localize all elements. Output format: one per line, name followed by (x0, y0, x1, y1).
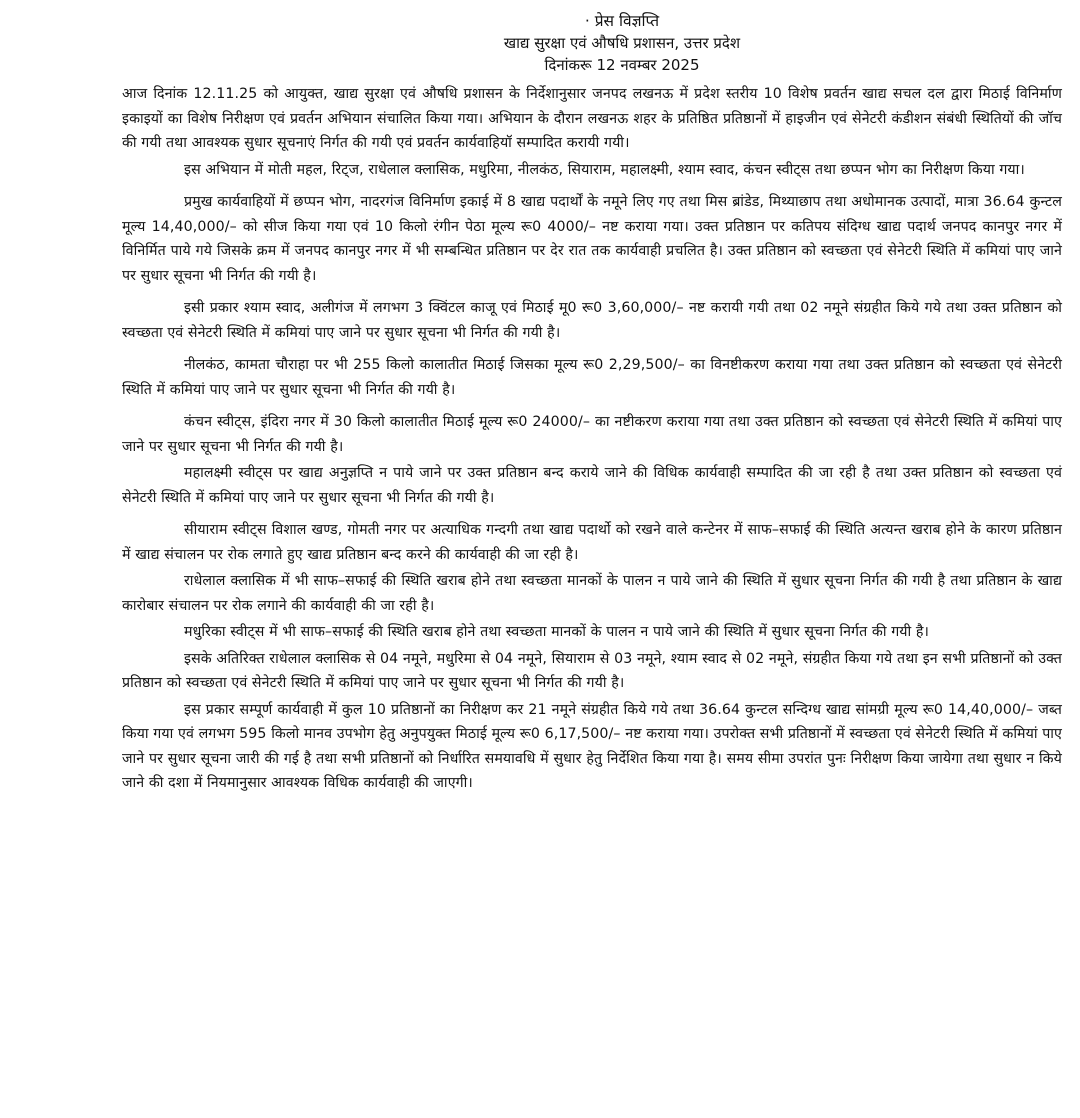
paragraph-kanchan-sweets: कंचन स्वीट्स, इंदिरा नगर में 30 किलो कालातीत मिठाई मूल्य रू0 24000/– का नष्टीकरण कराया गया तथा उक्त प्रतिष्ठान को स्वच्छता एवं सेनेटरी स्थिति में कमियां पाए जाने पर सुधार सूचना भी निर्गत की गयी है। (122, 414, 1062, 455)
paragraph-neelkanth: नीलकंठ, कामता चौराहा पर भी 255 किलो कालातीत मिठाई जिसका मूल्य रू0 2,29,500/– का विनष्टीकरण कराया गया तथा उक्त प्रतिष्ठान को स्वच्छता एवं सेनेटरी स्थिति में कमियां पाए जाने पर सुधार सूचना भी निर्गत की गयी है। (122, 357, 1062, 398)
document-body (122, 82, 1062, 796)
paragraph-shyam-swad: इसी प्रकार श्याम स्वाद, अलीगंज में लगभग 3 क्विंटल काजू एवं मिठाई मू0 रू0 3,60,000/– नष्ट करायी गयी तथा 02 नमूने संग्रहीत किये गये तथा उक्त प्रतिष्ठान को स्वच्छता एवं सेनेटरी स्थिति में कमियां पाए जाने पर सुधार सूचना भी निर्गत की गयी है। (122, 300, 1062, 341)
paragraph-radhelal-classic: राधेलाल क्लासिक में भी साफ–सफाई की स्थिति खराब होने तथा स्वच्छता मानकों के पालन न पाये जाने की स्थिति में सुधार सूचना निर्गत की गयी है तथा प्रतिष्ठान के खाद्य कारोबार संचालन पर रोक लगाने की कार्यवाही की जा रही है। (122, 573, 1062, 614)
paragraph-siyaram-sweets: सीयाराम स्वीट्स विशाल खण्ड, गोमती नगर पर अत्याधिक गन्दगी तथा खाद्य पदार्थो को रखने वाले कन्टेनर में साफ–सफाई की स्थिति अत्यन्त खराब होने के कारण प्रतिष्ठान में खाद्य संचालन पर रोक लगाते हुए खाद्य प्रतिष्ठान बन्द करने की कार्यवाही की जा रही है। (122, 522, 1062, 563)
paragraph-summary: इस प्रकार सम्पूर्ण कार्यवाही में कुल 10 प्रतिष्ठानों का निरीक्षण कर 21 नमूने संग्रहीत किये गये तथा 36.64 कुन्टल सन्दिग्ध खाद्य सांमग्री मूल्य रू0 14,40,000/– जब्त किया गया एवं लगभग 595 किलो मानव उपभोग हेतु अनुपयुक्त मिठाई मूल्य रू0 6,17,500/– नष्ट कराया गया। उपरोक्त सभी प्रतिष्ठानों में स्वच्छता एवं सेनेटरी स्थिति में कमियां पाए जाने पर सुधार सूचना जारी की गई है तथा सभी प्रतिष्ठानों को निर्धारित समयावधि में सुधार हेतु निर्देशित किया गया है। समय सीमा उपरांत पुनः निरीक्षण किया जायेगा तथा सुधार न किये जाने की दशा में नियमानुसार आवश्यक विधिक कार्यवाही की जाएगी। (122, 701, 1062, 791)
paragraph-mahalakshmi-sweets: महालक्ष्मी स्वीट्स पर खाद्य अनुज्ञप्ति न पाये जाने पर उक्त प्रतिष्ठान बन्द कराये जाने की विधिक कार्यवाही सम्पादित की जा रही है तथा उक्त प्रतिष्ठान को स्वच्छता एवं सेनेटरी स्थिति में कमियां पाए जाने पर सुधार सूचना भी निर्गत की गयी है। (122, 465, 1062, 506)
department-name: खाद्य सुरक्षा एवं औषधि प्रशासन, उत्तर प्रदेश (503, 34, 741, 52)
paragraph-intro: आज दिनांक 12.11.25 को आयुक्त, खाद्य सुरक्षा एवं औषधि प्रशासन के निर्देशानुसार जनपद लखनऊ में प्रदेश स्तरीय 10 विशेष प्रवर्तन खाद्य सचल दल द्वारा मिठाई विनिर्माण इकाइयों का विशेष निरीक्षण एवं प्रवर्तन अभियान संचालित किया गया। अभियान के दौरान लखनऊ शहर के प्रतिष्ठित प्रतिष्ठानों में हाइजीन एवं सेनेटरी कंडीशन संबंधी स्थितियों की जॉच की गयी तथा आवश्यक सुधार सूचनाएं निर्गत की गयी एवं प्रवर्तन कार्यवाहियॉ सम्पादित करायी गयी। (122, 86, 1062, 151)
document-date: दिनांकरू 12 नवम्बर 2025 (544, 56, 700, 74)
document-title: · प्रेस विज्ञप्ति (584, 12, 660, 30)
paragraph-madhurika-sweets: मधुरिका स्वीट्स में भी साफ–सफाई की स्थिति खराब होने तथा स्वच्छता मानकों के पालन न पाये जाने की स्थिति में सुधार सूचना निर्गत की गयी है। (184, 624, 930, 640)
paragraph-samples-collected: इसके अतिरिक्त राधेलाल क्लासिक से 04 नमूने, मधुरिमा से 04 नमूने, सियाराम से 03 नमूने, श्याम स्वाद से 02 नमूने, संग्रहीत किया गये तथा इन सभी प्रतिष्ठानों को उक्त प्रतिष्ठान को स्वच्छता एवं सेनेटरी स्थिति में कमियां पाए जाने पर सुधार सूचना भी निर्गत की गयी है। (122, 650, 1062, 691)
paragraph-chhappan-bhog: प्रमुख कार्यवाहियों में छप्पन भोग, नादरगंज विनिर्माण इकाई में 8 खाद्य पदार्थों के नमूने लिए गए तथा मिस ब्रांडेड, मिथ्याछाप तथा अधोमानक उत्पादों, मात्रा 36.64 कुन्टल मूल्य 14,40,000/– को सीज किया गया एवं 10 किलो रंगीन पेठा मूल्य रू0 4000/– नष्ट कराया गया। उक्त प्रतिष्ठान पर कतिपय संदिग्ध खाद्य पदार्थ जनपद कानपुर नगर में विनिर्मित पाये गये जिसके क्रम में जनपद कानपुर नगर में भी सम्बन्धित प्रतिष्ठान पर देर रात तक कार्यवाही प्रचलित है। उक्त प्रतिष्ठान को स्वच्छता एवं सेनेटरी स्थिति में कमियां पाए जाने पर सुधार सूचना भी निर्गत की गयी है। (122, 194, 1062, 284)
document-header (182, 10, 1062, 76)
paragraph-inspected-list: इस अभियान में मोती महल, रिट्ज, राधेलाल क्लासिक, मधुरिमा, नीलकंठ, सियाराम, महालक्ष्मी, श्याम स्वाद, कंचन स्वीट्स तथा छप्पन भोग का निरीक्षण किया गया। (184, 161, 1025, 178)
